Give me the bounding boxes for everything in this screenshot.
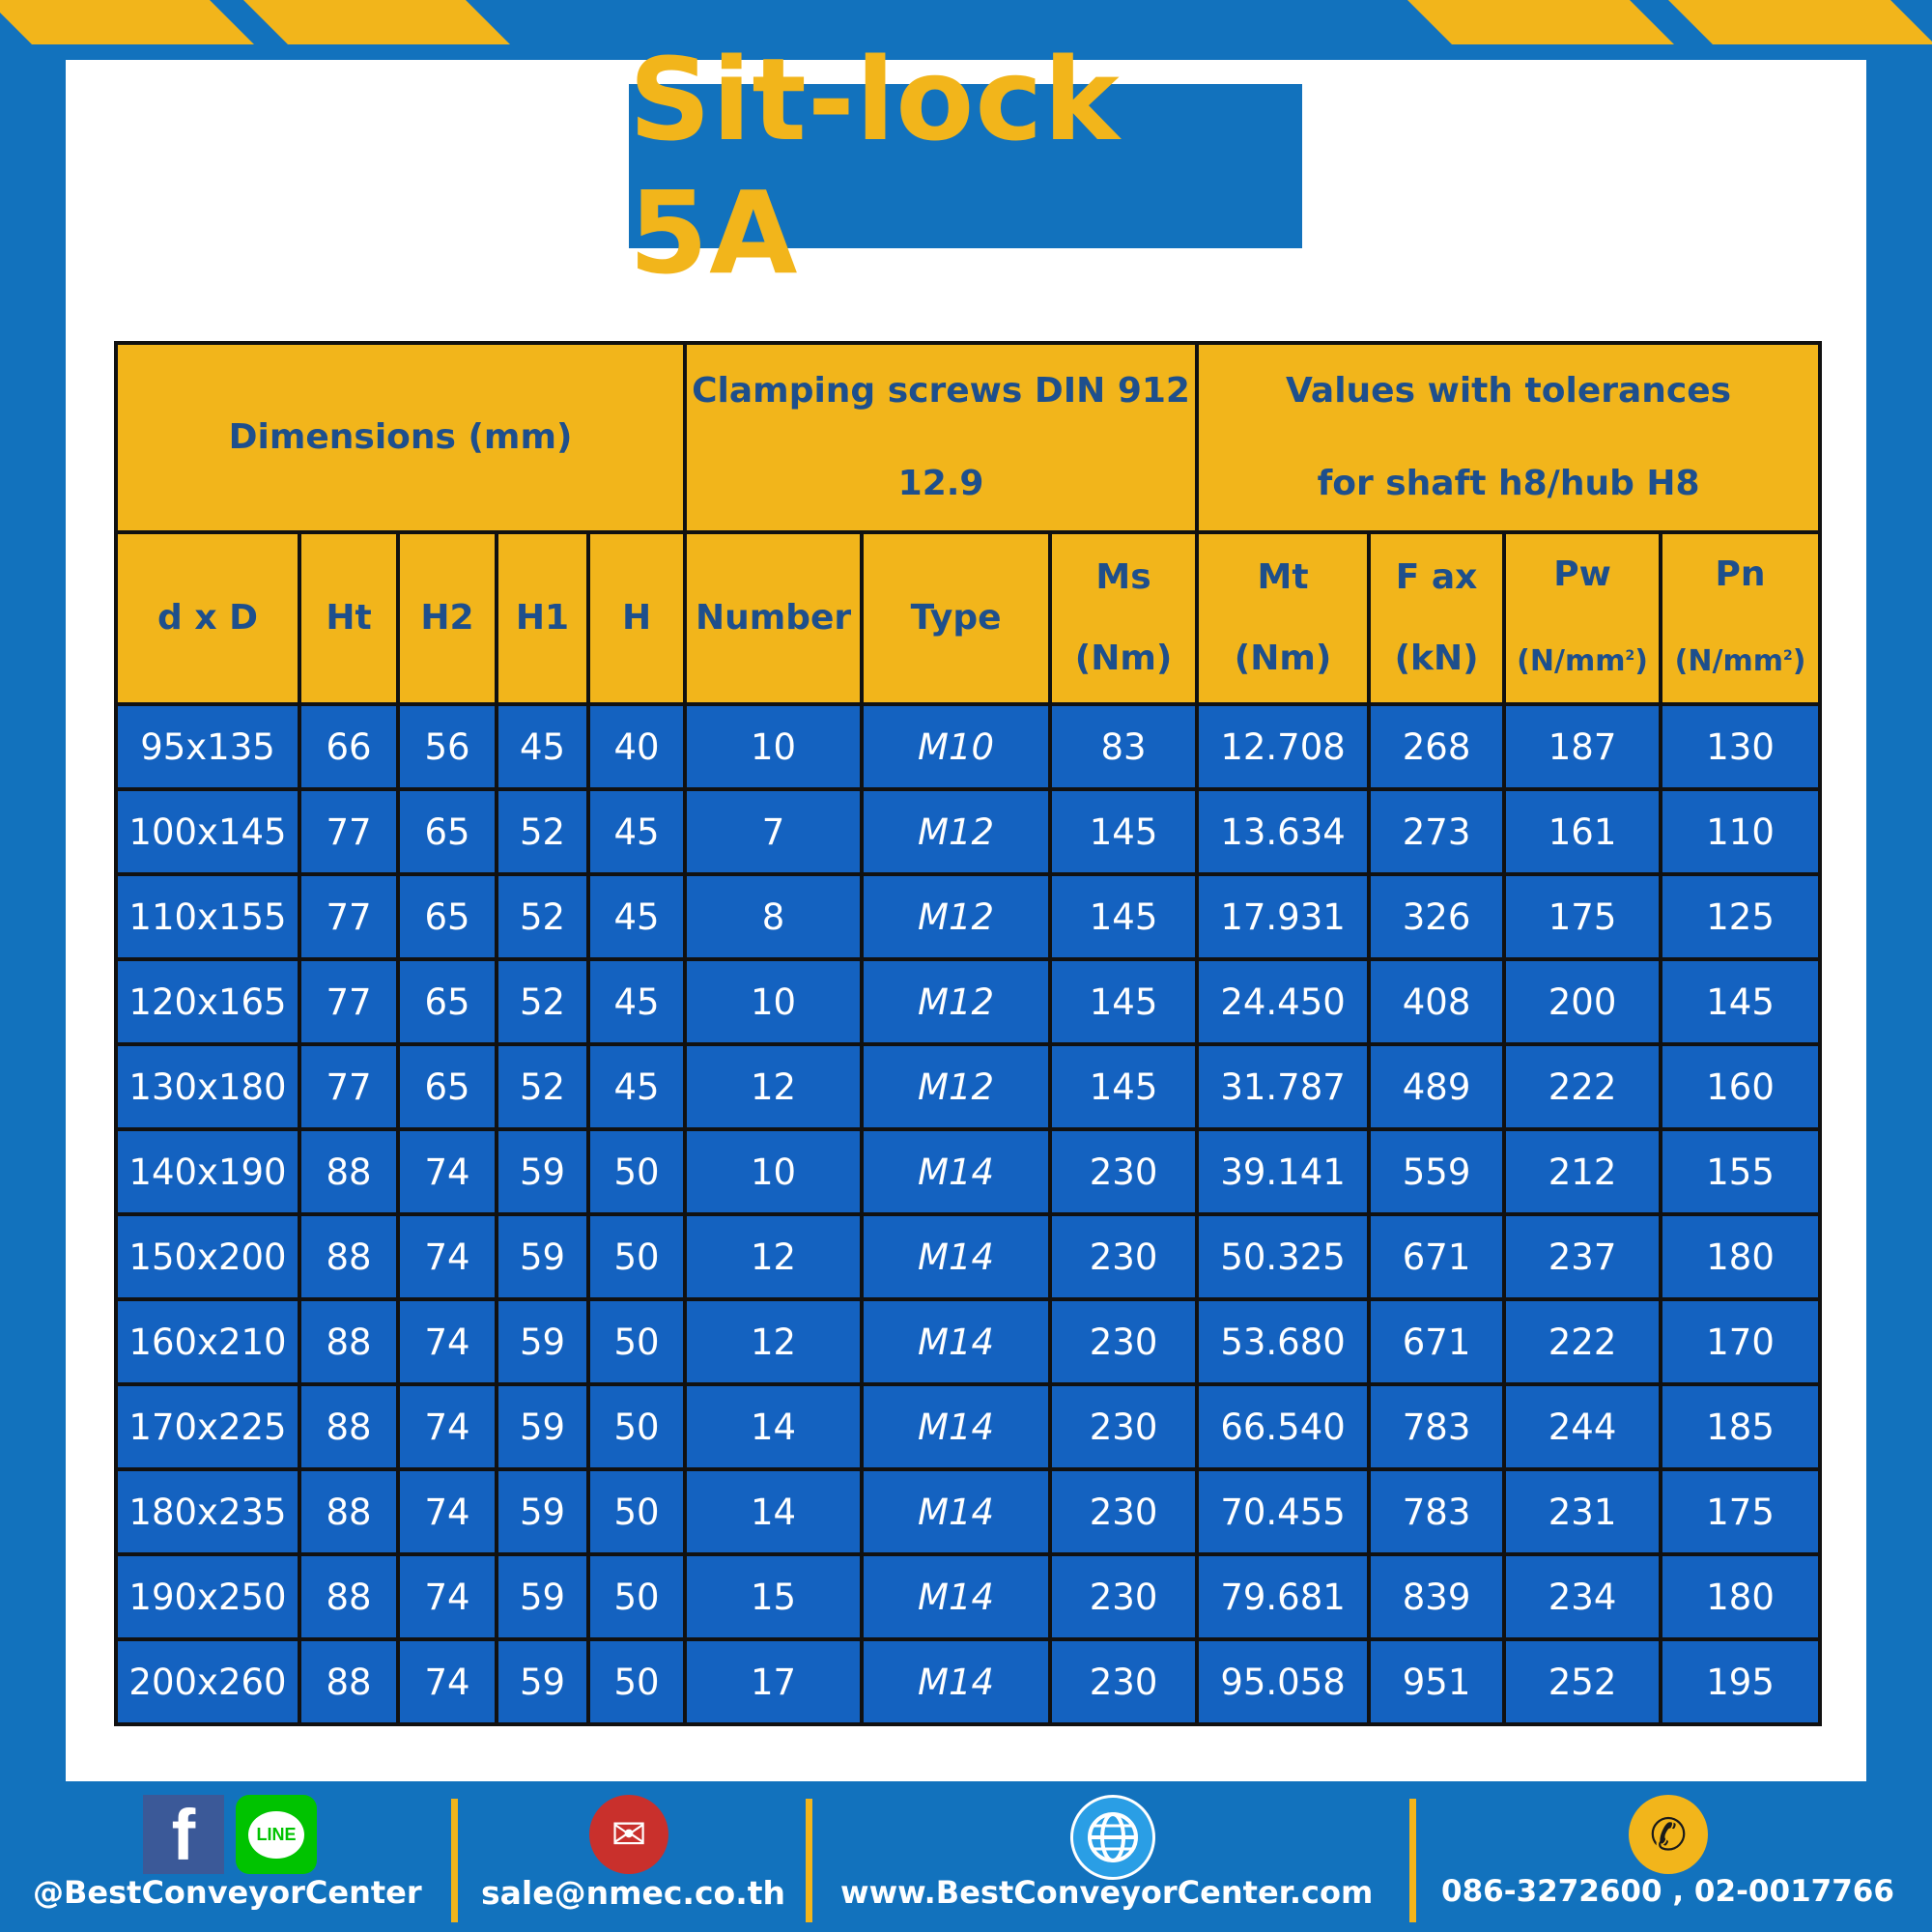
cell-pn: 185 bbox=[1661, 1384, 1820, 1469]
top-stripe bbox=[243, 0, 510, 44]
spec-table-body bbox=[116, 704, 1820, 1724]
group-header-dimensions: Dimensions (mm) bbox=[116, 343, 685, 532]
cell-h2: 74 bbox=[398, 1129, 497, 1214]
cell-dxd: 140x190 bbox=[116, 1129, 299, 1214]
col-header-ms: Ms (Nm) bbox=[1050, 532, 1197, 704]
cell-h: 40 bbox=[588, 704, 685, 789]
table-row bbox=[116, 874, 1820, 959]
cell-h: 45 bbox=[588, 874, 685, 959]
cell-h1: 52 bbox=[497, 789, 588, 874]
cell-ht: 77 bbox=[299, 789, 398, 874]
cell-ms: 230 bbox=[1050, 1384, 1197, 1469]
cell-ms: 230 bbox=[1050, 1214, 1197, 1299]
cell-mt: 70.455 bbox=[1197, 1469, 1369, 1554]
cell-pw: 175 bbox=[1504, 874, 1661, 959]
cell-type: M14 bbox=[862, 1299, 1050, 1384]
cell-h2: 74 bbox=[398, 1384, 497, 1469]
cell-number: 15 bbox=[685, 1554, 862, 1639]
cell-type: M14 bbox=[862, 1554, 1050, 1639]
cell-mt: 13.634 bbox=[1197, 789, 1369, 874]
cell-ht: 88 bbox=[299, 1129, 398, 1214]
cell-ht: 88 bbox=[299, 1299, 398, 1384]
footer-phone[interactable]: 086-3272600 , 02-0017766 bbox=[1441, 1874, 1894, 1909]
cell-ms: 230 bbox=[1050, 1469, 1197, 1554]
globe-glyph bbox=[1086, 1810, 1140, 1864]
cell-mt: 31.787 bbox=[1197, 1044, 1369, 1129]
cell-mt: 17.931 bbox=[1197, 874, 1369, 959]
cell-h1: 45 bbox=[497, 704, 588, 789]
cell-h1: 59 bbox=[497, 1214, 588, 1299]
cell-h: 45 bbox=[588, 789, 685, 874]
cell-dxd: 190x250 bbox=[116, 1554, 299, 1639]
cell-h1: 59 bbox=[497, 1384, 588, 1469]
top-stripe bbox=[1668, 0, 1932, 44]
cell-pn: 110 bbox=[1661, 789, 1820, 874]
cell-ms: 145 bbox=[1050, 1044, 1197, 1129]
cell-h1: 59 bbox=[497, 1639, 588, 1724]
cell-h2: 65 bbox=[398, 959, 497, 1044]
cell-dxd: 180x235 bbox=[116, 1469, 299, 1554]
cell-pn: 160 bbox=[1661, 1044, 1820, 1129]
cell-dxd: 200x260 bbox=[116, 1639, 299, 1724]
cell-fax: 783 bbox=[1369, 1469, 1504, 1554]
cell-pw: 212 bbox=[1504, 1129, 1661, 1214]
cell-pn: 145 bbox=[1661, 959, 1820, 1044]
cell-dxd: 160x210 bbox=[116, 1299, 299, 1384]
cell-ms: 230 bbox=[1050, 1639, 1197, 1724]
cell-h2: 74 bbox=[398, 1214, 497, 1299]
cell-ms: 230 bbox=[1050, 1129, 1197, 1214]
col-header-number: Number bbox=[685, 532, 862, 704]
cell-h: 50 bbox=[588, 1554, 685, 1639]
cell-fax: 273 bbox=[1369, 789, 1504, 874]
cell-h: 50 bbox=[588, 1469, 685, 1554]
phone-icon[interactable]: ✆ bbox=[1629, 1795, 1708, 1874]
table-row bbox=[116, 1299, 1820, 1384]
cell-mt: 12.708 bbox=[1197, 704, 1369, 789]
cell-h: 45 bbox=[588, 1044, 685, 1129]
cell-type: M14 bbox=[862, 1469, 1050, 1554]
cell-dxd: 170x225 bbox=[116, 1384, 299, 1469]
footer-divider bbox=[806, 1799, 812, 1922]
cell-type: M12 bbox=[862, 959, 1050, 1044]
col-header-ht: Ht bbox=[299, 532, 398, 704]
col-header-type: Type bbox=[862, 532, 1050, 704]
cell-type: M14 bbox=[862, 1639, 1050, 1724]
cell-h: 50 bbox=[588, 1129, 685, 1214]
cell-pw: 252 bbox=[1504, 1639, 1661, 1724]
cell-h: 50 bbox=[588, 1384, 685, 1469]
cell-ht: 88 bbox=[299, 1384, 398, 1469]
col-header-pw: Pw $(N/mm^2)$ bbox=[1504, 532, 1661, 704]
facebook-icon[interactable]: f bbox=[143, 1795, 224, 1874]
spec-table bbox=[114, 341, 1822, 1726]
cell-mt: 95.058 bbox=[1197, 1639, 1369, 1724]
cell-mt: 53.680 bbox=[1197, 1299, 1369, 1384]
table-row bbox=[116, 1639, 1820, 1724]
cell-number: 10 bbox=[685, 1129, 862, 1214]
cell-fax: 671 bbox=[1369, 1299, 1504, 1384]
cell-ht: 88 bbox=[299, 1554, 398, 1639]
cell-number: 12 bbox=[685, 1299, 862, 1384]
group-header-clamping-screws: Clamping screws DIN 912 12.9 bbox=[685, 343, 1197, 532]
footer-email[interactable]: sale@nmec.co.th bbox=[481, 1874, 785, 1912]
cell-number: 14 bbox=[685, 1469, 862, 1554]
table-row bbox=[116, 789, 1820, 874]
title-banner bbox=[629, 33, 1302, 299]
cell-pn: 130 bbox=[1661, 704, 1820, 789]
cell-mt: 24.450 bbox=[1197, 959, 1369, 1044]
cell-ms: 145 bbox=[1050, 789, 1197, 874]
cell-h1: 59 bbox=[497, 1129, 588, 1214]
footer-website[interactable]: www.BestConveyorCenter.com bbox=[840, 1874, 1374, 1911]
cell-pw: 231 bbox=[1504, 1469, 1661, 1554]
col-header-dxd: d x D bbox=[116, 532, 299, 704]
cell-ms: 145 bbox=[1050, 959, 1197, 1044]
cell-h1: 59 bbox=[497, 1469, 588, 1554]
email-icon[interactable]: ✉ bbox=[589, 1795, 668, 1874]
cell-pw: 237 bbox=[1504, 1214, 1661, 1299]
table-row bbox=[116, 1469, 1820, 1554]
cell-ht: 77 bbox=[299, 874, 398, 959]
cell-dxd: 150x200 bbox=[116, 1214, 299, 1299]
cell-type: M10 bbox=[862, 704, 1050, 789]
cell-number: 12 bbox=[685, 1214, 862, 1299]
cell-pn: 125 bbox=[1661, 874, 1820, 959]
cell-fax: 489 bbox=[1369, 1044, 1504, 1129]
cell-ht: 88 bbox=[299, 1214, 398, 1299]
cell-pn: 180 bbox=[1661, 1214, 1820, 1299]
cell-type: M12 bbox=[862, 789, 1050, 874]
cell-fax: 951 bbox=[1369, 1639, 1504, 1724]
cell-h1: 52 bbox=[497, 874, 588, 959]
cell-number: 7 bbox=[685, 789, 862, 874]
footer-divider bbox=[1409, 1799, 1416, 1922]
cell-h2: 74 bbox=[398, 1639, 497, 1724]
cell-h: 50 bbox=[588, 1299, 685, 1384]
cell-ht: 88 bbox=[299, 1639, 398, 1724]
cell-dxd: 100x145 bbox=[116, 789, 299, 874]
col-header-mt: Mt (Nm) bbox=[1197, 532, 1369, 704]
top-stripe bbox=[0, 0, 254, 44]
cell-fax: 559 bbox=[1369, 1129, 1504, 1214]
cell-ht: 88 bbox=[299, 1469, 398, 1554]
cell-fax: 268 bbox=[1369, 704, 1504, 789]
cell-number: 12 bbox=[685, 1044, 862, 1129]
cell-pn: 170 bbox=[1661, 1299, 1820, 1384]
cell-fax: 839 bbox=[1369, 1554, 1504, 1639]
cell-pn: 175 bbox=[1661, 1469, 1820, 1554]
cell-ms: 230 bbox=[1050, 1554, 1197, 1639]
cell-h1: 52 bbox=[497, 1044, 588, 1129]
cell-h2: 74 bbox=[398, 1299, 497, 1384]
cell-h1: 52 bbox=[497, 959, 588, 1044]
cell-pw: 222 bbox=[1504, 1044, 1661, 1129]
cell-pw: 244 bbox=[1504, 1384, 1661, 1469]
cell-number: 17 bbox=[685, 1639, 862, 1724]
top-stripe bbox=[1407, 0, 1674, 44]
cell-pw: 222 bbox=[1504, 1299, 1661, 1384]
cell-type: M14 bbox=[862, 1384, 1050, 1469]
cell-h2: 65 bbox=[398, 789, 497, 874]
line-icon[interactable]: LINE bbox=[236, 1795, 317, 1874]
cell-h2: 56 bbox=[398, 704, 497, 789]
cell-type: M12 bbox=[862, 1044, 1050, 1129]
cell-h: 50 bbox=[588, 1214, 685, 1299]
cell-h2: 74 bbox=[398, 1554, 497, 1639]
cell-h1: 59 bbox=[497, 1554, 588, 1639]
table-row bbox=[116, 1384, 1820, 1469]
cell-dxd: 130x180 bbox=[116, 1044, 299, 1129]
col-header-h1: H1 bbox=[497, 532, 588, 704]
globe-icon[interactable] bbox=[1070, 1795, 1155, 1880]
cell-h2: 65 bbox=[398, 1044, 497, 1129]
col-header-fax: F ax (kN) bbox=[1369, 532, 1504, 704]
cell-pw: 187 bbox=[1504, 704, 1661, 789]
table-row bbox=[116, 1044, 1820, 1129]
cell-ms: 83 bbox=[1050, 704, 1197, 789]
cell-type: M12 bbox=[862, 874, 1050, 959]
cell-ht: 66 bbox=[299, 704, 398, 789]
cell-ht: 77 bbox=[299, 959, 398, 1044]
cell-dxd: 120x165 bbox=[116, 959, 299, 1044]
cell-type: M14 bbox=[862, 1129, 1050, 1214]
cell-mt: 79.681 bbox=[1197, 1554, 1369, 1639]
cell-number: 10 bbox=[685, 704, 862, 789]
cell-h2: 74 bbox=[398, 1469, 497, 1554]
table-row bbox=[116, 1129, 1820, 1214]
cell-pw: 161 bbox=[1504, 789, 1661, 874]
page-title: Sit-lock 5A bbox=[629, 33, 1121, 299]
cell-number: 10 bbox=[685, 959, 862, 1044]
cell-type: M14 bbox=[862, 1214, 1050, 1299]
cell-h2: 65 bbox=[398, 874, 497, 959]
footer-social-handle[interactable]: @BestConveyorCenter bbox=[33, 1874, 422, 1911]
cell-h1: 59 bbox=[497, 1299, 588, 1384]
cell-ms: 230 bbox=[1050, 1299, 1197, 1384]
cell-fax: 783 bbox=[1369, 1384, 1504, 1469]
cell-ms: 145 bbox=[1050, 874, 1197, 959]
group-header-values: Values with tolerances for shaft h8/hub H8 bbox=[1197, 343, 1820, 532]
cell-number: 8 bbox=[685, 874, 862, 959]
cell-pn: 155 bbox=[1661, 1129, 1820, 1214]
cell-pn: 195 bbox=[1661, 1639, 1820, 1724]
cell-mt: 39.141 bbox=[1197, 1129, 1369, 1214]
col-header-pn: Pn $(N/mm^2)$ bbox=[1661, 532, 1820, 704]
cell-pw: 234 bbox=[1504, 1554, 1661, 1639]
table-row bbox=[116, 1214, 1820, 1299]
cell-ht: 77 bbox=[299, 1044, 398, 1129]
table-row bbox=[116, 704, 1820, 789]
cell-fax: 671 bbox=[1369, 1214, 1504, 1299]
cell-fax: 408 bbox=[1369, 959, 1504, 1044]
cell-h: 50 bbox=[588, 1639, 685, 1724]
cell-mt: 50.325 bbox=[1197, 1214, 1369, 1299]
footer-divider bbox=[451, 1799, 458, 1922]
cell-h: 45 bbox=[588, 959, 685, 1044]
col-header-h: H bbox=[588, 532, 685, 704]
cell-number: 14 bbox=[685, 1384, 862, 1469]
cell-mt: 66.540 bbox=[1197, 1384, 1369, 1469]
cell-pw: 200 bbox=[1504, 959, 1661, 1044]
table-row bbox=[116, 1554, 1820, 1639]
table-row bbox=[116, 959, 1820, 1044]
cell-fax: 326 bbox=[1369, 874, 1504, 959]
cell-dxd: 110x155 bbox=[116, 874, 299, 959]
col-header-h2: H2 bbox=[398, 532, 497, 704]
cell-pn: 180 bbox=[1661, 1554, 1820, 1639]
cell-dxd: 95x135 bbox=[116, 704, 299, 789]
